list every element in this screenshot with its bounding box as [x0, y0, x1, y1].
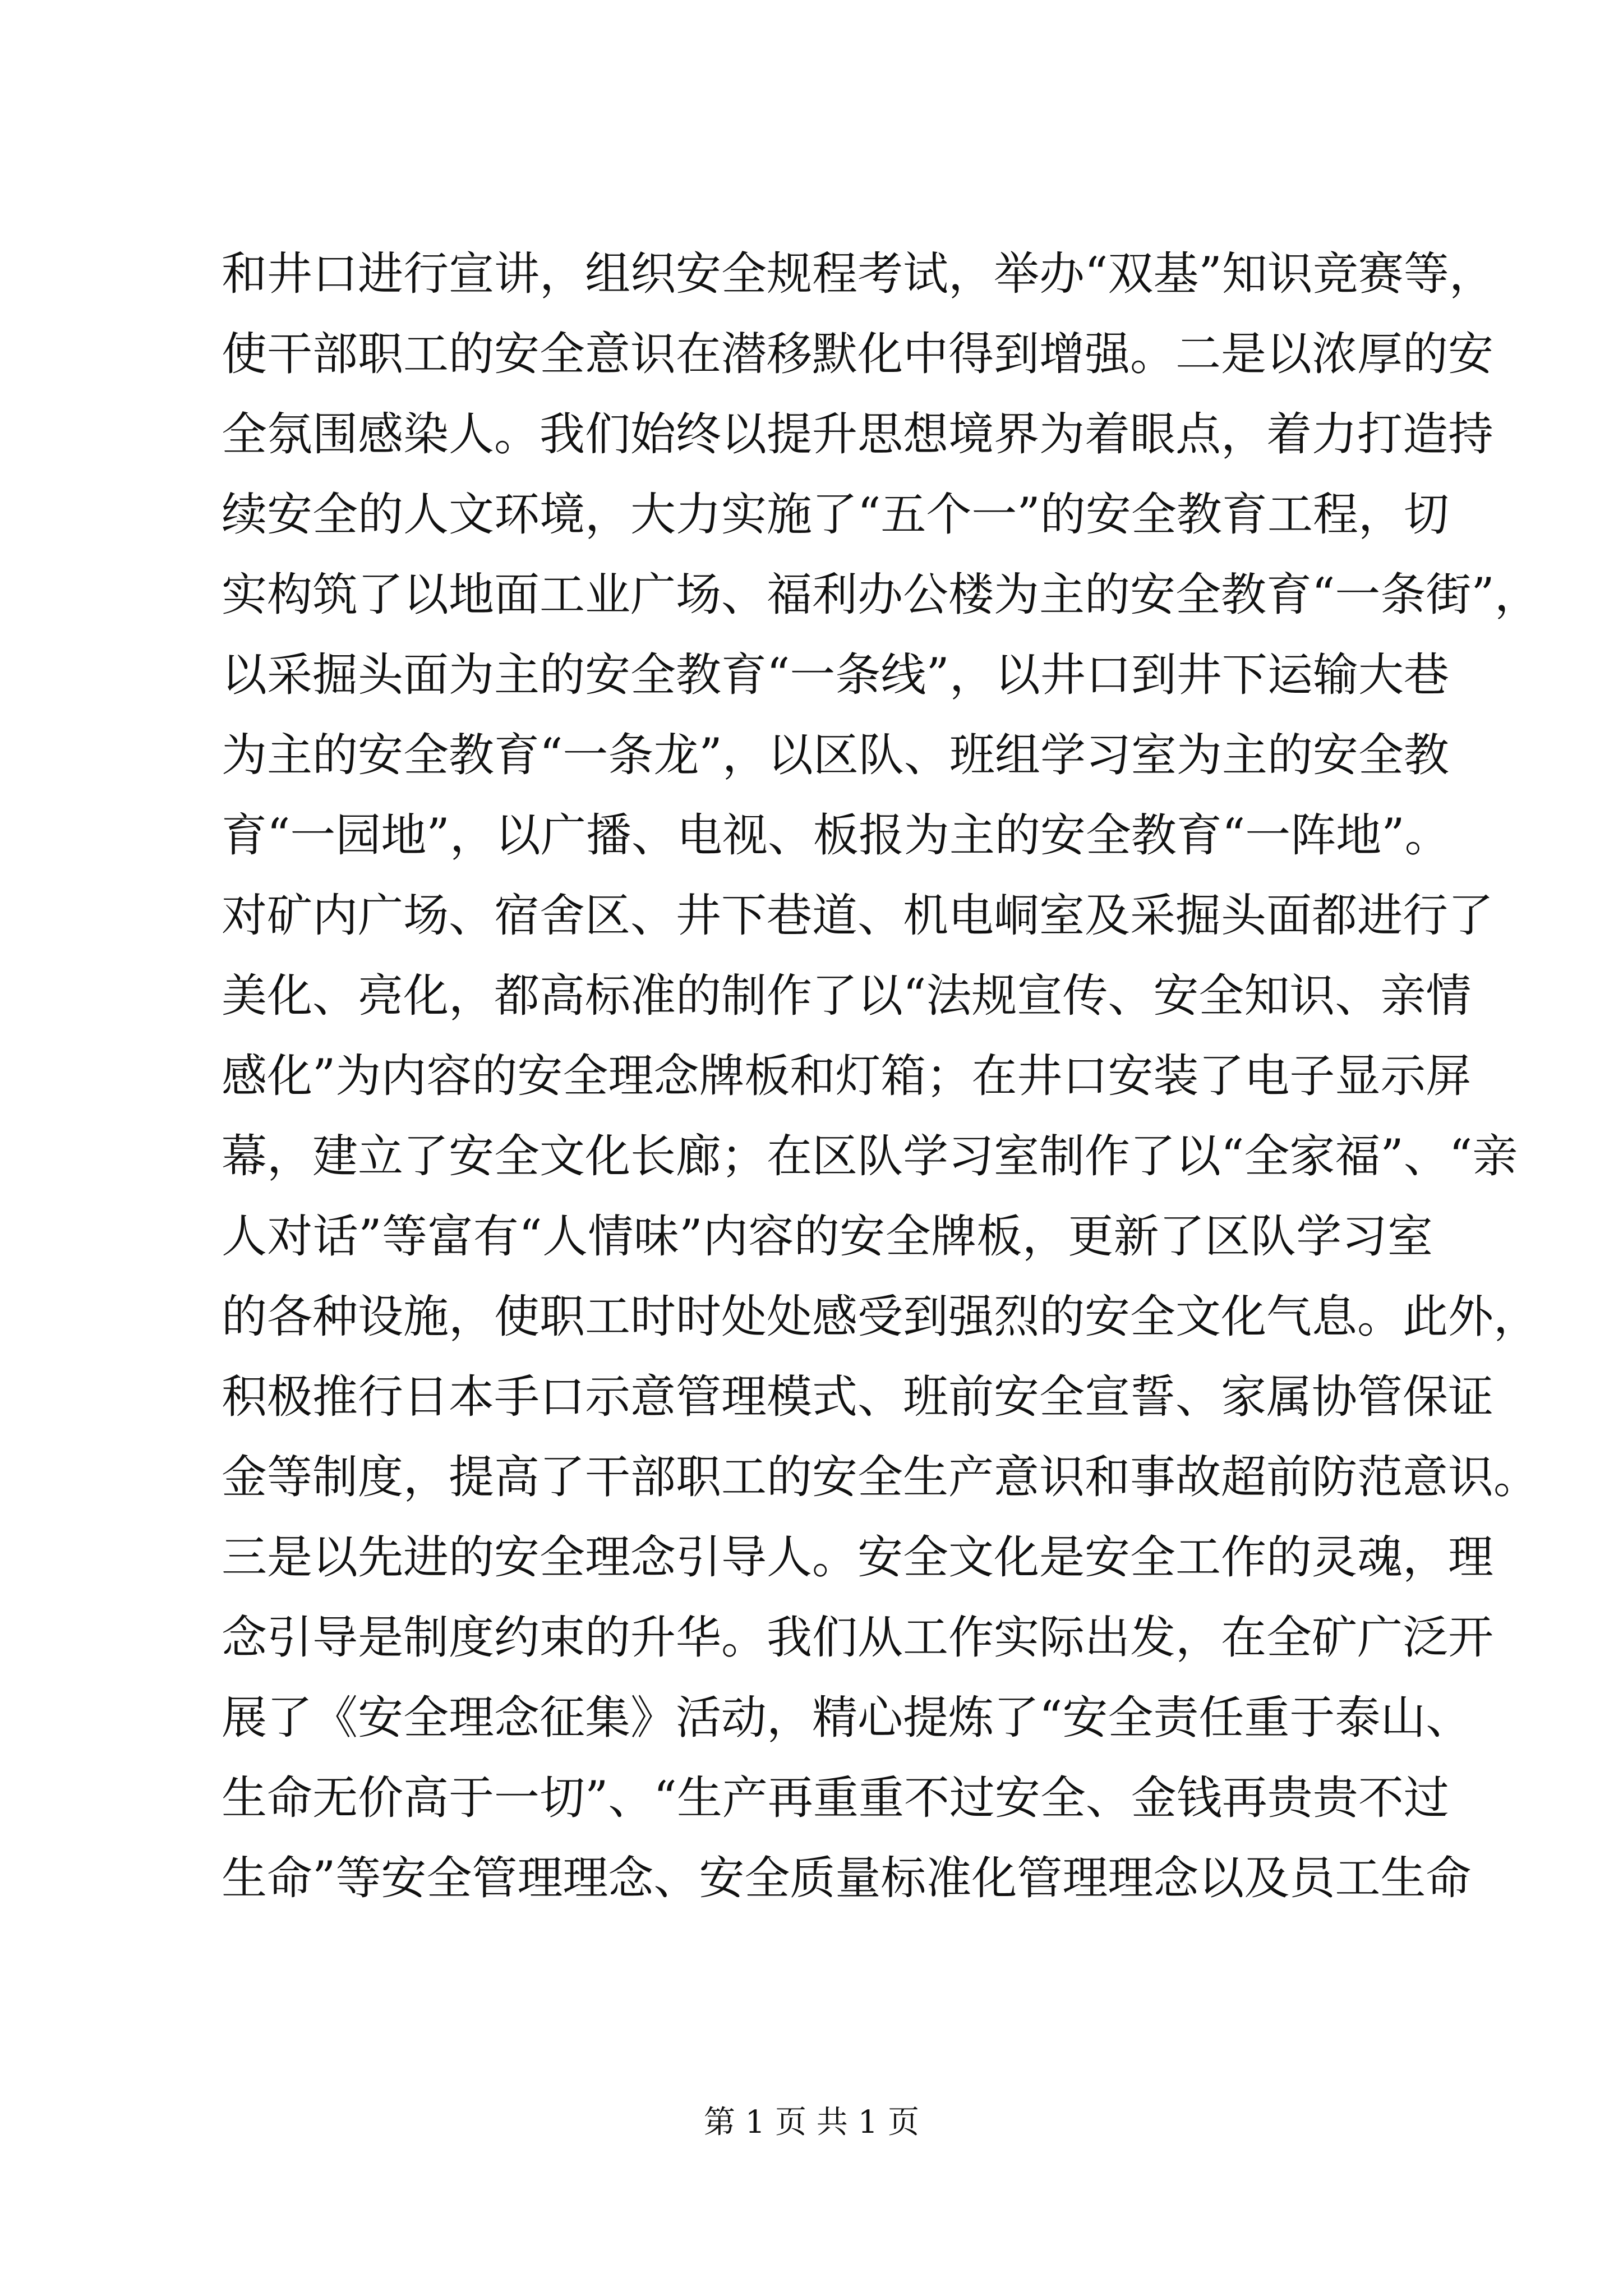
text-line: 使干部职工的安全意识在潜移默化中得到增强。二是以浓厚的安: [222, 328, 1494, 381]
text-line: 实构筑了以地面工业广场、福利办公楼为主的安全教育“一条街”，: [222, 569, 1540, 622]
text-line: 对矿内广场、宿舍区、井下巷道、机电峒室及采掘头面都进行了: [222, 890, 1494, 942]
page-number-footer: 第 1 页 共 1 页: [703, 2104, 920, 2141]
text-line: 人对话”等富有“人情味”内容的安全牌板，更新了区队学习室: [222, 1211, 1433, 1263]
text-line: 为主的安全教育“一条龙”，以区队、班组学习室为主的安全教: [222, 729, 1449, 782]
text-line: 生命无价高于一切”、“生产再重重不过安全、金钱再贵贵不过: [222, 1772, 1449, 1825]
text-line: 全氛围感染人。我们始终以提升思想境界为着眼点，着力打造持: [222, 408, 1494, 461]
text-line: 展了《安全理念征集》活动，精心提炼了“安全责任重于泰山、: [222, 1692, 1472, 1745]
text-line: 三是以先进的安全理念引导人。安全文化是安全工作的灵魂，理: [222, 1531, 1494, 1584]
text-line: 幕，建立了安全文化长廊；在区队学习室制作了以“全家福”、“亲: [222, 1130, 1518, 1183]
text-line: 续安全的人文环境，大力实施了“五个一”的安全教育工程，切: [222, 489, 1449, 541]
text-line: 念引导是制度约束的升华。我们从工作实际出发，在全矿广泛开: [222, 1612, 1494, 1664]
text-line: 美化、亮化，都高标准的制作了以“法规宣传、安全知识、亲情: [222, 970, 1472, 1023]
text-line: 以采掘头面为主的安全教育“一条线”，以井口到井下运输大巷: [222, 649, 1449, 702]
body-text: [222, 234, 1540, 1919]
text-line: 和井口进行宣讲，组织安全规程考试，举办“双基”知识竞赛等，: [222, 248, 1495, 301]
text-line: 的各种设施，使职工时时处处感受到强烈的安全文化气息。此外，: [222, 1291, 1539, 1343]
text-line: 育“一园地”，以广播、电视、板报为主的安全教育“一阵地”。: [222, 809, 1450, 862]
text-line: 生命”等安全管理理念、安全质量标准化管理理念以及员工生命: [222, 1852, 1472, 1905]
text-line: 感化”为内容的安全理念牌板和灯箱；在井口安装了电子显示屏: [222, 1050, 1472, 1103]
text-line: 积极推行日本手口示意管理模式、班前安全宣誓、家属协管保证: [222, 1371, 1494, 1424]
text-line: 金等制度，提高了干部职工的安全生产意识和事故超前防范意识。: [222, 1451, 1539, 1504]
